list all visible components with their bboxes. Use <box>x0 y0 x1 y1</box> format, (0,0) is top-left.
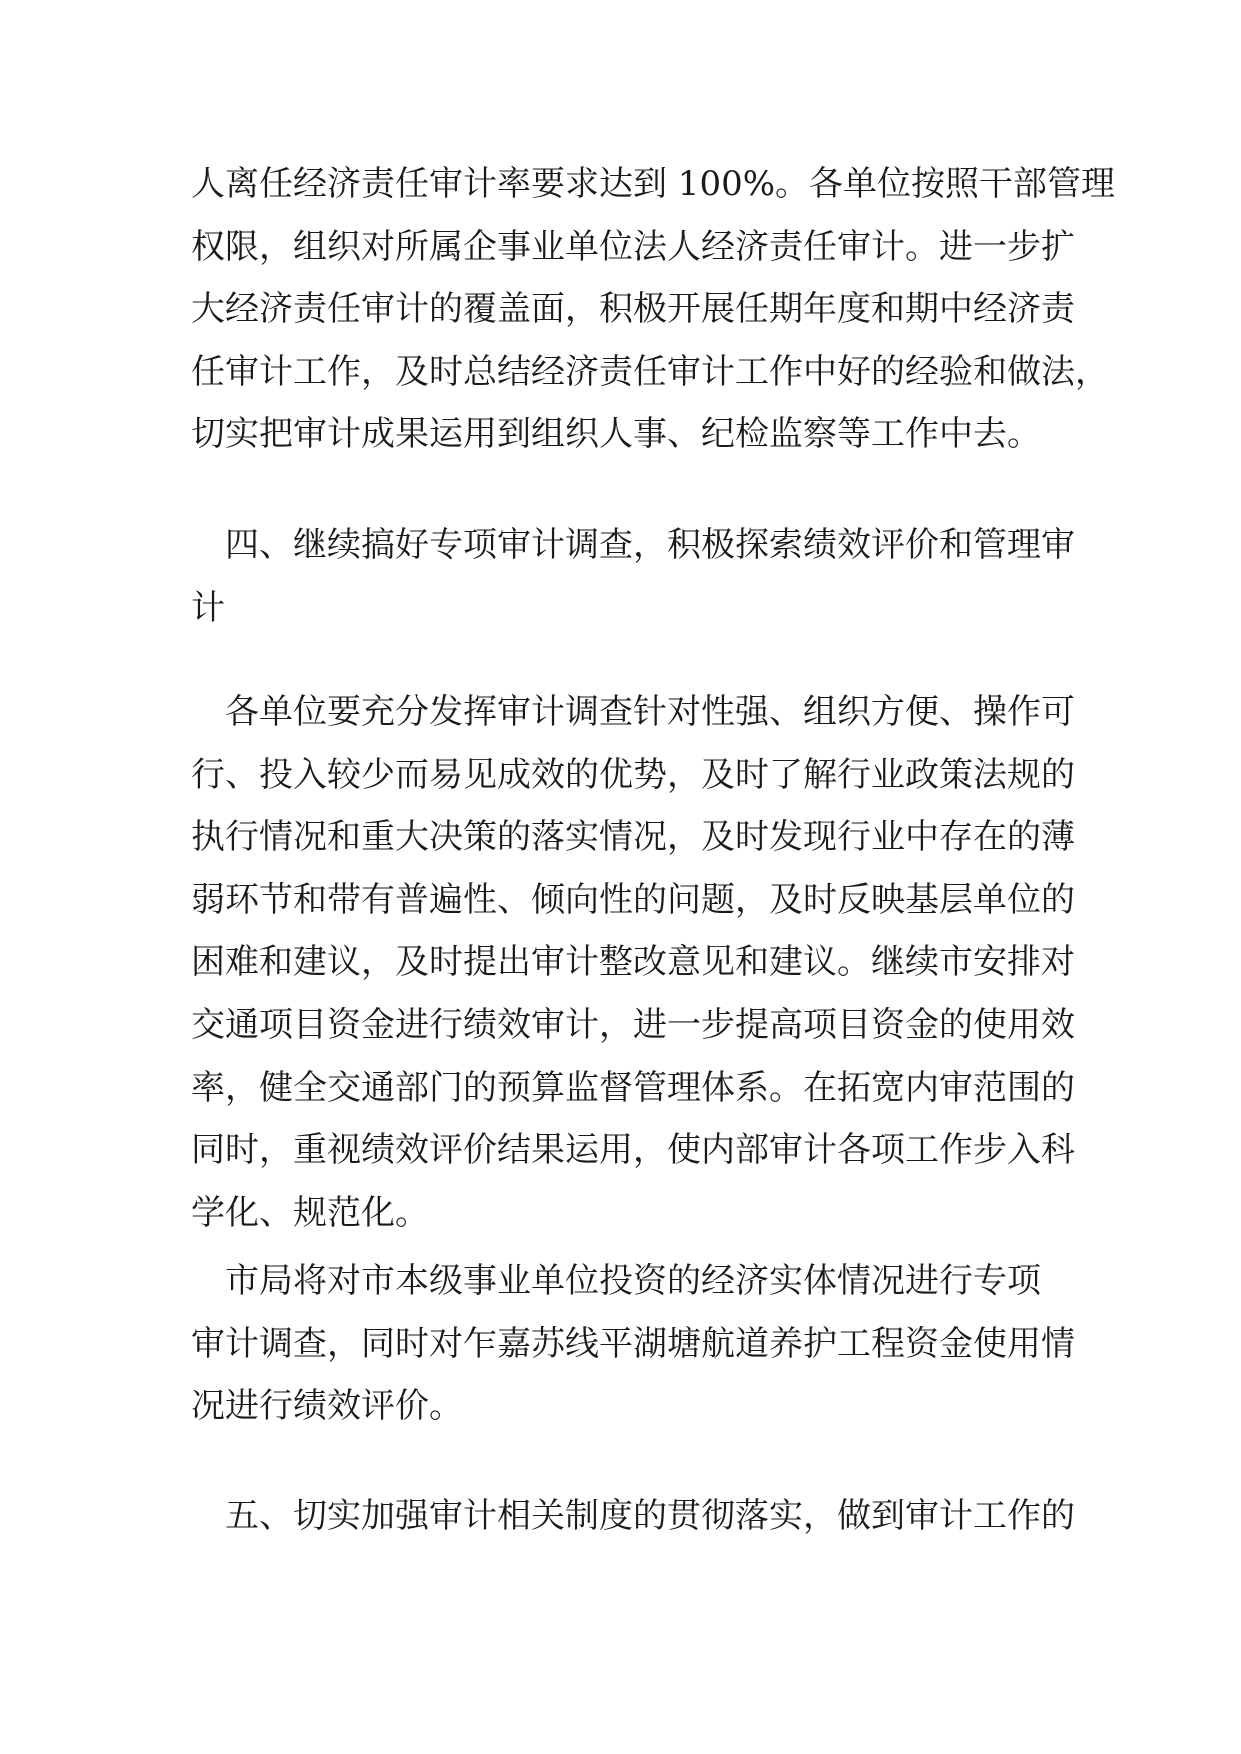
text-line: 行、投入较少而易见成效的优势，及时了解行业政策法规的 <box>191 754 1075 795</box>
text-line: 各单位要充分发挥审计调查针对性强、组织方便、操作可 <box>225 692 1075 732</box>
section-heading-four <box>191 514 1075 639</box>
text-line: 五、切实加强审计相关制度的贯彻落实，做到审计工作的 <box>225 1496 1075 1536</box>
text-line: 大经济责任审计的覆盖面，积极开展任期年度和期中经济责 <box>191 289 1075 330</box>
text-line: 率，健全交通部门的预算监督管理体系。在拓宽内审范围的 <box>191 1067 1075 1108</box>
text-line: 交通项目资金进行绩效审计，进一步提高项目资金的使用效 <box>191 1004 1075 1045</box>
text-line: 审计调查，同时对乍嘉苏线平湖塘航道养护工程资金使用情 <box>191 1323 1075 1364</box>
text-line: 切实把审计成果运用到组织人事、纪检监察等工作中去。 <box>191 414 1041 455</box>
section-heading-five <box>191 1485 1075 1548</box>
text-line: 市局将对市本级事业单位投资的经济实体情况进行专项 <box>225 1261 1041 1301</box>
text-line: 四、继续搞好专项审计调查，积极探索绩效评价和管理审 <box>225 525 1075 565</box>
text-line: 权限，组织对所属企事业单位法人经济责任审计。进一步扩 <box>191 226 1075 267</box>
text-line: 同时，重视绩效评价结果运用，使内部审计各项工作步入科 <box>191 1130 1075 1171</box>
text-line: 计 <box>191 587 225 628</box>
paragraph-city-bureau-plan <box>191 1250 1075 1438</box>
text-line: 况进行绩效评价。 <box>191 1386 463 1427</box>
text-line: 学化、规范化。 <box>191 1192 429 1233</box>
paragraph-special-audit-survey <box>191 681 1075 1244</box>
text-line: 执行情况和重大决策的落实情况，及时发现行业中存在的薄 <box>191 817 1075 858</box>
text-line: 困难和建议，及时提出审计整改意见和建议。继续市安排对 <box>191 942 1075 983</box>
text-line: 人离任经济责任审计率要求达到 100%。各单位按照干部管理 <box>191 164 1116 204</box>
paragraph-economic-responsibility-audit <box>191 153 1116 466</box>
text-line: 弱环节和带有普遍性、倾向性的问题，及时反映基层单位的 <box>191 879 1075 920</box>
text-line: 任审计工作，及时总结经济责任审计工作中好的经验和做法， <box>191 351 1109 392</box>
